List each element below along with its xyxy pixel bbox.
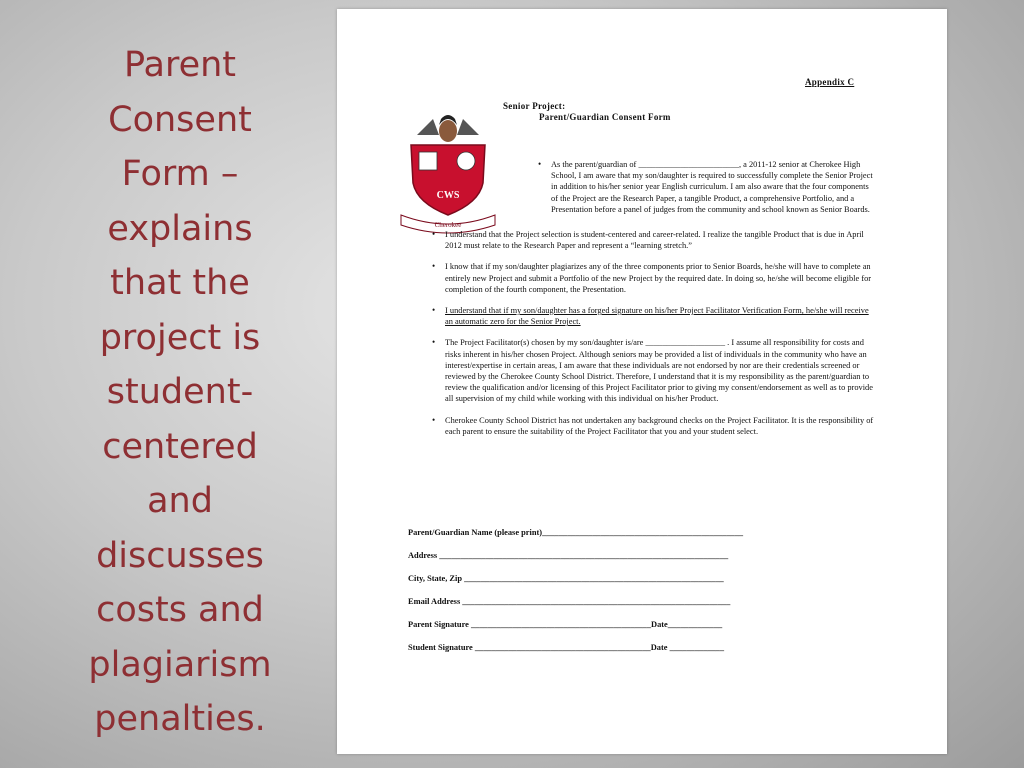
signature-fields	[408, 527, 828, 665]
statement-student-centered: • I understand that the Project selection is student-centered and career-related. I realize the tangible Product that is due in April 2012 must relate to the Research Paper and represent a “learning stretch.”	[432, 229, 877, 251]
slide-caption: Parent Consent Form – explains that the project is student- centered and discusses costs and plagiarism penalties.	[88, 45, 272, 739]
statement-background-checks: • Cherokee County School District has not undertaken any background checks on the Project Facilitator. It is the responsibility of each parent to ensure the suitability of the Project Facilitator that you and your student select.	[432, 415, 877, 437]
parent-signature-field: Parent Signature ___________________________________________Date_____________	[408, 620, 723, 629]
guardian-name-field: Parent/Guardian Name (please print)________________________________________________	[408, 528, 744, 537]
statement-plagiarism: • I know that if my son/daughter plagiarizes any of the three components prior to Senior Boards, he/she will have to complete an entirely new Project and submit a Portfolio of the new Project by the required date. In doing so, he/she will become eligible for completion of the fourth component, the Presentation.	[432, 261, 877, 295]
email-field: Email Address ________________________________________________________________	[408, 597, 731, 606]
address-field: Address _____________________________________________________________________	[408, 551, 729, 560]
crest-banner-text: Cherokee	[434, 221, 462, 229]
statement-forged-signature: • I understand that if my son/daughter has a forged signature on his/her Project Facilitator Verification Form, he/she will receive an automatic zero for the Senior Project.	[432, 305, 877, 327]
statement-facilitator-costs: • The Project Facilitator(s) chosen by my son/daughter is/are ___________________ . I assume all responsibility for costs and risks inherent in his/her chosen Project. Although seniors may be provided a list of individuals in the community who have an interest/expertise in certain areas, I am aware that these individuals are not endorsed by nor are their credentials screened or reviewed by the Cherokee County School District. Therefore, I understand that it is my responsibility as the parent/guardian to review the qualification and/or licensing of this Project Facilitator prior to giving my consent/endorsement as well as to provide all supervision of my child while working with this individual on his/her Product.	[432, 337, 877, 404]
form-title-line2: Parent/Guardian Consent Form	[539, 112, 671, 122]
form-title-line1: Senior Project:	[503, 101, 566, 111]
consent-form-page	[337, 9, 947, 754]
crest-letters: CWS	[436, 190, 460, 201]
city-state-zip-field: City, State, Zip ______________________________________________________________	[408, 574, 724, 583]
appendix-label: Appendix C	[805, 77, 855, 87]
student-signature-field: Student Signature __________________________________________Date _____________	[408, 643, 725, 652]
statement-awareness: • As the parent/guardian of ________________________, a 2011-12 senior at Cherokee High School, I am aware that my son/daughter is required to successfully complete the Senior Project in addition to his/her senior year English curriculum. I am also aware that the four components of the Project are the Research Paper, a tangible Product, a comprehensive Portfolio, and a Presentation before a panel of judges from the community and school known as Senior Boards.	[538, 159, 877, 215]
form-title	[503, 101, 671, 123]
consent-statements	[432, 159, 877, 437]
